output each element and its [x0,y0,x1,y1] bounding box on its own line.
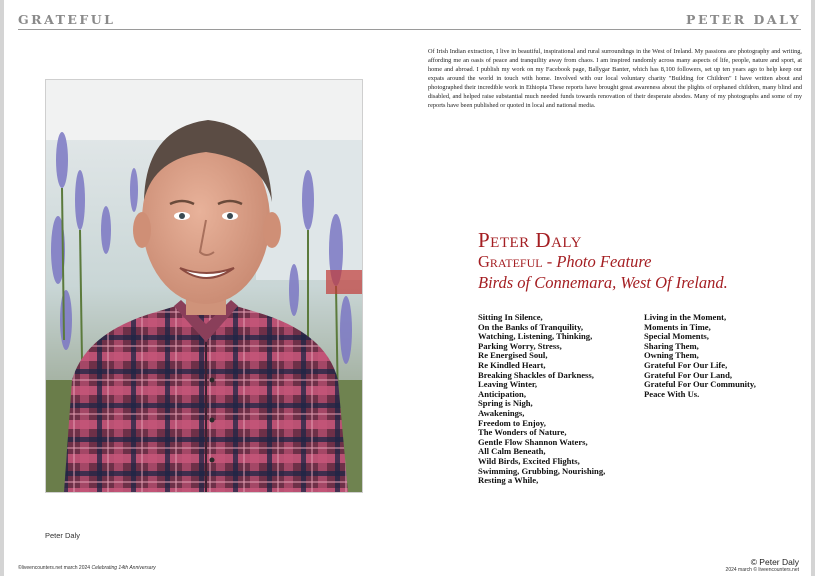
poem-line: Awakenings, [478,407,525,418]
poem-column-1 [478,313,605,486]
poem-line: Grateful For Our Life, [644,359,728,370]
author-portrait [45,79,363,493]
poem-line: Spring is Nigh, [478,398,533,409]
header-divider [18,29,801,30]
poem-line: Anticipation, [478,388,526,399]
footer-left-anniversary: Celebrating 14th Anniversary [91,565,156,571]
feature-subtitle: Birds of Connemara, West Of Ireland. [478,273,728,292]
poem-line: Re Energised Soul, [478,350,548,361]
poem-line: Freedom to Enjoy, [478,417,546,428]
footer-left [18,565,156,571]
poem-line: Leaving Winter, [478,379,538,390]
poem-line: Sharing Them, [644,340,699,351]
magazine-page [4,0,811,576]
poem-line: Owning Them, [644,350,699,361]
poem-column-2 [644,313,756,399]
author-bio: Of Irish Indian extraction, I live in beautiful, inspirational and rural surroundings in the West of Ireland. My passions are photography and writing, affording me an oasis of peace and tranquility away from chaos. I am inspired randomly across many aspects of life, people, nature and sport, at home and abroad. I publish my work on my Facebook page, Ballygar Banter, which has 8,100 followers, set up ten years ago to help keep our expats around the world in touch with home. Involved with our local voluntary charity "Building for Children" I have written about and photographed their incredible work in Ethiopia These reports have brought great awareness about the plights of orphaned children, many blind and disabled, and helped raise substantial much needed funds towards renovation of their desperate abodes. Many of my photographs and some of my reports have been published or quoted in local and national media. [428,48,802,109]
poem-line: Sitting In Silence, [478,312,543,322]
poem-line: Moments in Time, [644,321,711,332]
poem-line: Grateful For Our Land, [644,369,733,380]
feature-author-name: Peter Daly [478,228,582,252]
poem-line: Breaking Shackles of Darkness, [478,369,594,380]
feature-title-grateful: Grateful [478,252,543,271]
footer-copyright-author: © Peter Daly [750,557,799,567]
feature-title-photo-feature: Photo Feature [556,252,652,271]
poem-line: Resting a While, [478,475,539,486]
poem-line: Peace With Us. [644,388,700,399]
photo-caption: Peter Daly [45,531,81,540]
footer-left-text: ©liveencounters.net march 2024 [18,565,92,571]
feature-title [478,252,652,272]
poem-line: On the Banks of Tranquility, [478,321,583,332]
poem-line: Watching, Listening, Thinking, [478,331,593,342]
poem-line: Gentle Flow Shannon Waters, [478,436,588,447]
poem-line: Grateful For Our Community, [644,379,756,390]
poem-line: Parking Worry, Stress, [478,340,562,351]
poem-line: Swimming, Grubbing, Nourishing, [478,465,606,476]
section-header: GRATEFUL [18,12,116,27]
poem-line: Re Kindled Heart, [478,359,546,370]
footer-copyright-site: 2024 march © liveencounters.net [725,567,799,573]
poem-line: Special Moments, [644,331,709,342]
feature-title-dash: - [542,252,557,271]
poem-line: Wild Birds, Excited Flights, [478,455,580,466]
poem-line: Living in the Moment, [644,312,727,322]
poem-line: All Calm Beneath, [478,446,546,457]
author-header: PETER DALY [686,12,801,27]
poem-line: The Wonders of Nature, [478,427,567,438]
